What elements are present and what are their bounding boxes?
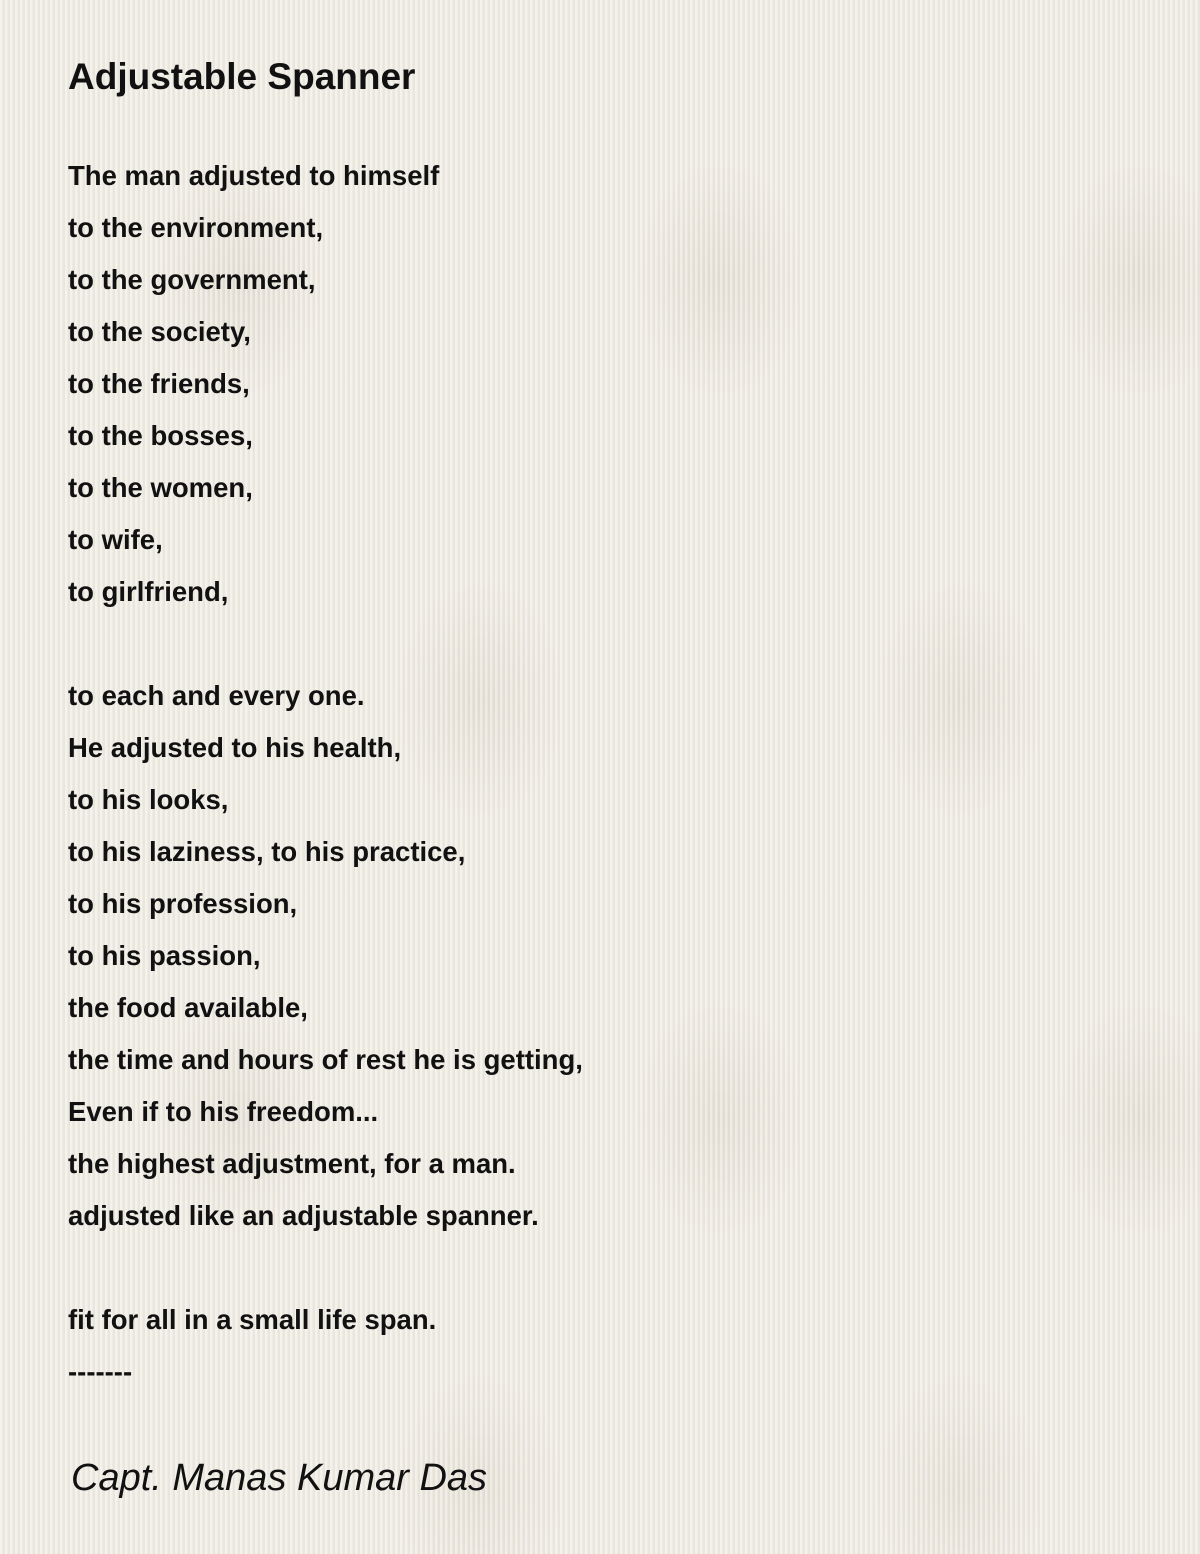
poem-line: He adjusted to his health, xyxy=(68,732,402,763)
poem-line: to the society, xyxy=(68,316,251,347)
poem-line: to the government, xyxy=(68,264,316,295)
poem-line: fit for all in a small life span. xyxy=(68,1304,437,1335)
poem-line: Even if to his freedom... xyxy=(68,1096,379,1127)
poem-line: the food available, xyxy=(68,992,308,1023)
poem-line: to the environment, xyxy=(68,212,324,243)
stanza-2 xyxy=(68,670,583,1242)
stanza-3 xyxy=(68,1294,583,1398)
poem-line: to each and every one. xyxy=(68,680,365,711)
poem-line: to girlfriend, xyxy=(68,576,229,607)
poem-separator: ------- xyxy=(68,1356,133,1387)
poem-line: adjusted like an adjustable spanner. xyxy=(68,1200,539,1231)
poem-line: The man adjusted to himself xyxy=(68,160,440,191)
poem-line: to wife, xyxy=(68,524,163,555)
poem-line: the highest adjustment, for a man. xyxy=(68,1148,516,1179)
poem-line: to the women, xyxy=(68,472,253,503)
poem-line: the time and hours of rest he is getting, xyxy=(68,1044,583,1075)
poem-line: to his looks, xyxy=(68,784,229,815)
poem-line: to the friends, xyxy=(68,368,250,399)
poem-line: to the bosses, xyxy=(68,420,253,451)
stanza-1 xyxy=(68,150,583,618)
poem-line: to his passion, xyxy=(68,940,261,971)
poem-body xyxy=(68,150,583,1450)
poem-title: Adjustable Spanner xyxy=(68,56,416,97)
poem-line: to his laziness, to his practice, xyxy=(68,836,466,867)
poem-line: to his profession, xyxy=(68,888,298,919)
poem-author: Capt. Manas Kumar Das xyxy=(71,1457,488,1499)
